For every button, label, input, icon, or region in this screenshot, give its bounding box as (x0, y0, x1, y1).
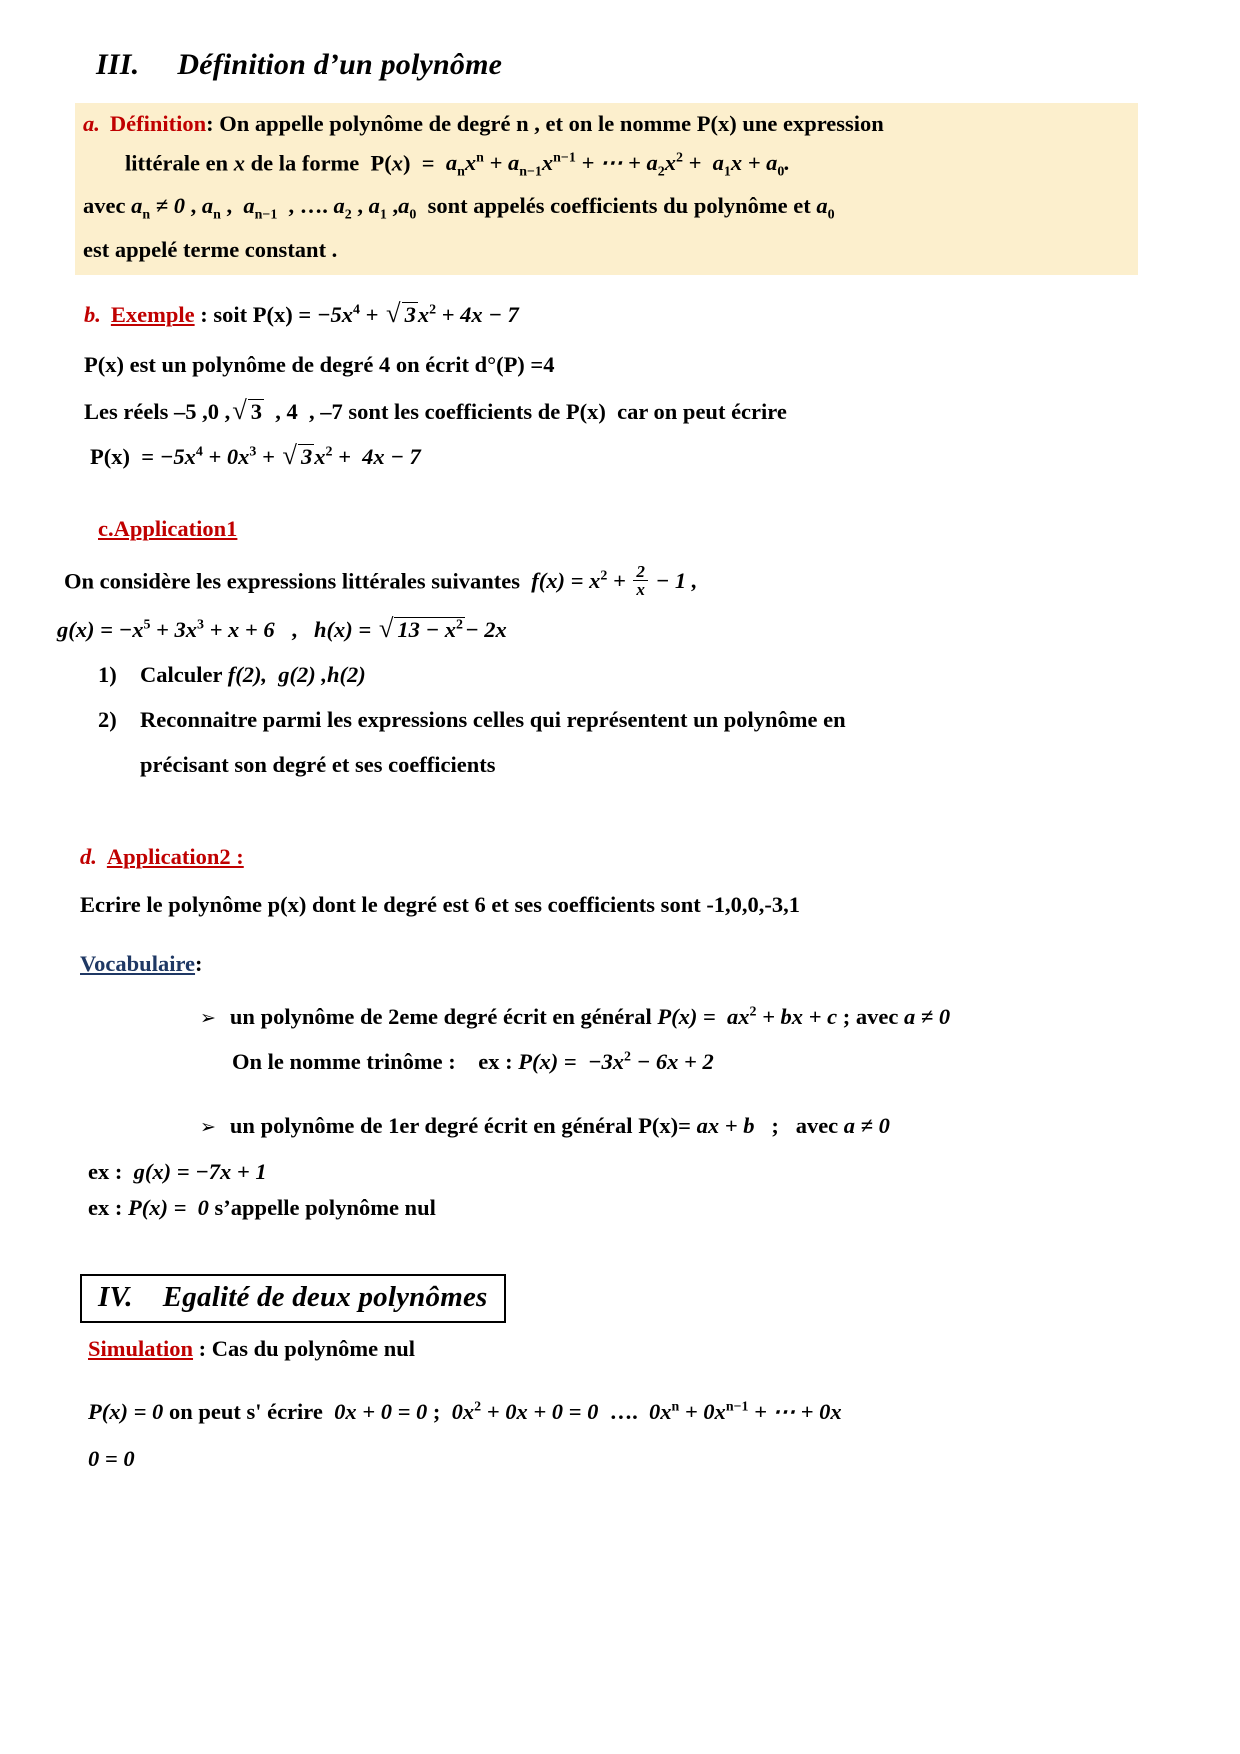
section-iii-title: Définition d’un polynôme (177, 48, 503, 81)
application1-gh-line: $g(x) = -x^5 + 3x^3 + x + 6$ , h(x) = √ $13 - x^2- 2x$ (57, 613, 507, 643)
section-iii-number: III. (96, 48, 140, 81)
application2-heading-label: Application2 : (106, 844, 244, 869)
vocabulaire-heading (80, 952, 203, 976)
vocabulaire-item-1-formula: $P(x) = ax^2$ + bx + c (657, 1004, 838, 1029)
vocabulaire-heading-label: Vocabulaire (80, 951, 196, 976)
definition-formula-eq: = (421, 150, 435, 175)
simulation-heading (88, 1337, 415, 1361)
vocabulaire-item-2-text: un polynôme de 1er degré écrit en général (229, 1113, 633, 1138)
section-iv-title: Egalité de deux polynômes (162, 1281, 488, 1313)
simulation-label: Simulation (88, 1336, 194, 1361)
application1-item-2 (98, 707, 846, 733)
definition-formula-lhs: P(x) (370, 150, 411, 175)
definition-callout-box (75, 103, 1138, 275)
application2-heading (80, 845, 244, 869)
application1-item-1-number: 1) (98, 662, 117, 687)
application1-item-2-number: 2) (98, 707, 117, 732)
definition-label-suffix: : On appelle polynôme de degré n , et on le nomme P(x) une expression (206, 111, 884, 136)
section-iv-number: IV. (98, 1281, 133, 1313)
application1-item-2-text: Reconnaitre parmi les expressions celles qui représentent un polynôme en (140, 707, 846, 732)
application1-heading (98, 517, 237, 541)
application2-marker: d. (80, 844, 97, 869)
vocabulaire-item-2: ➢ un polynôme de 1er degré écrit en général P(x)= ax + b ; avec a ≠ 0 (200, 1113, 890, 1138)
simulation-line-2: 0 = 0 (88, 1446, 135, 1471)
application1-intro-text: On considère les expressions littérales suivantes (64, 568, 521, 594)
application1-item-1: 1) Calculer f(2), g(2) ,h(2) (98, 662, 366, 687)
vocabulaire-trinome-label: On le nomme trinôme : (232, 1049, 456, 1074)
definition-line-3: avec $a_n \ne 0$ , $a_n$ , $a_{n-1}$ , …. $a_2$ , $a_1$ $,a_0$ sont appelés coefficients du polynôme et $a_0$ (83, 193, 835, 223)
application1-item-2-continuation: précisant son degré et ses coefficients (140, 752, 496, 777)
simulation-suffix: : Cas du polynôme nul (198, 1336, 415, 1361)
page-title-section-iv-box (80, 1274, 506, 1323)
application1-heading-label: c.Application1 (98, 516, 238, 541)
definition-marker: a. (83, 111, 100, 136)
definition-line-4: est appelé terme constant . (83, 236, 338, 262)
arrow-bullet-icon: ➢ (200, 1007, 216, 1029)
definition-line2-mid: de la forme (250, 150, 360, 175)
page-title-section-iii (96, 48, 502, 82)
application1-g-definition: $g(x) = -x^5 + 3x^3 + x + 6$ (57, 617, 275, 642)
definition-line-1 (83, 113, 1130, 136)
example-degree-line: P(x) est un polynôme de degré 4 on écrit d°(P) =4 (84, 352, 555, 377)
definition-formula-terms: $a_nx^n + a_{n-1}x^{n-1}$ + ⋯ + $a_2x^2 + a_1x + a_0$. (445, 150, 791, 180)
vocabulaire-item-1-suffix: ; avec a ≠ 0 (842, 1004, 951, 1029)
application2-text: Ecrire le polynôme p(x) dont le degré est 6 et ses coefficients sont -1,0,0,-3,1 (80, 892, 801, 917)
application1-f-definition: $f(x) = x^2$ + $\frac{2}{x}$ − 1 , (531, 562, 698, 600)
vocabulaire-item-1 (200, 1005, 950, 1029)
example-label: Exemple (110, 302, 195, 327)
example-expanded-line: $P(x) = -5x^4 + 0x^3$ + √ $3x^2 + 4x - 7$ (90, 440, 421, 470)
vocabulaire-example-2: ex : P(x) = 0 s’appelle polynôme nul (88, 1195, 436, 1220)
definition-line-2 (83, 152, 1130, 180)
example-coefficients-line: Les réels –5 ,0 ,√ 3 , 4 , –7 sont les coefficients de P(x) car on peut écrire (84, 395, 787, 425)
example-marker: b. (84, 302, 101, 327)
example-heading-line (84, 300, 519, 328)
arrow-bullet-icon-2: ➢ (200, 1116, 216, 1138)
application1-intro-line (64, 563, 697, 599)
page-title-section-iv (98, 1281, 488, 1314)
vocabulaire-trinome-example: ex : $P(x) = -3x^2 - 6x + 2$ (478, 1049, 714, 1074)
vocabulaire-heading-suffix: : (195, 951, 203, 976)
example-statement: : soit $P(x) = -5x^4$ + √ $3x^2 + 4x - 7$ (200, 298, 519, 328)
vocabulaire-item-1-text: un polynôme de 2eme degré écrit en général (229, 1004, 652, 1029)
vocabulaire-example-1: ex : g(x) = −7x + 1 (88, 1159, 267, 1184)
definition-label: Définition (109, 111, 207, 136)
definition-variable: x (233, 150, 245, 175)
vocabulaire-item-1-sub (232, 1050, 714, 1074)
simulation-line-1: P(x) = 0 on peut s' écrire 0x + 0 = 0 ; $0x^2 + 0x + 0 = 0$ …. $0x^n + 0x^{n-1}$ + ⋯ + 0x (88, 1399, 842, 1424)
application1-h-definition: h(x) = √ $13 - x^2- 2x$ (314, 613, 507, 643)
definition-line2-prefix: littérale en (125, 150, 229, 175)
